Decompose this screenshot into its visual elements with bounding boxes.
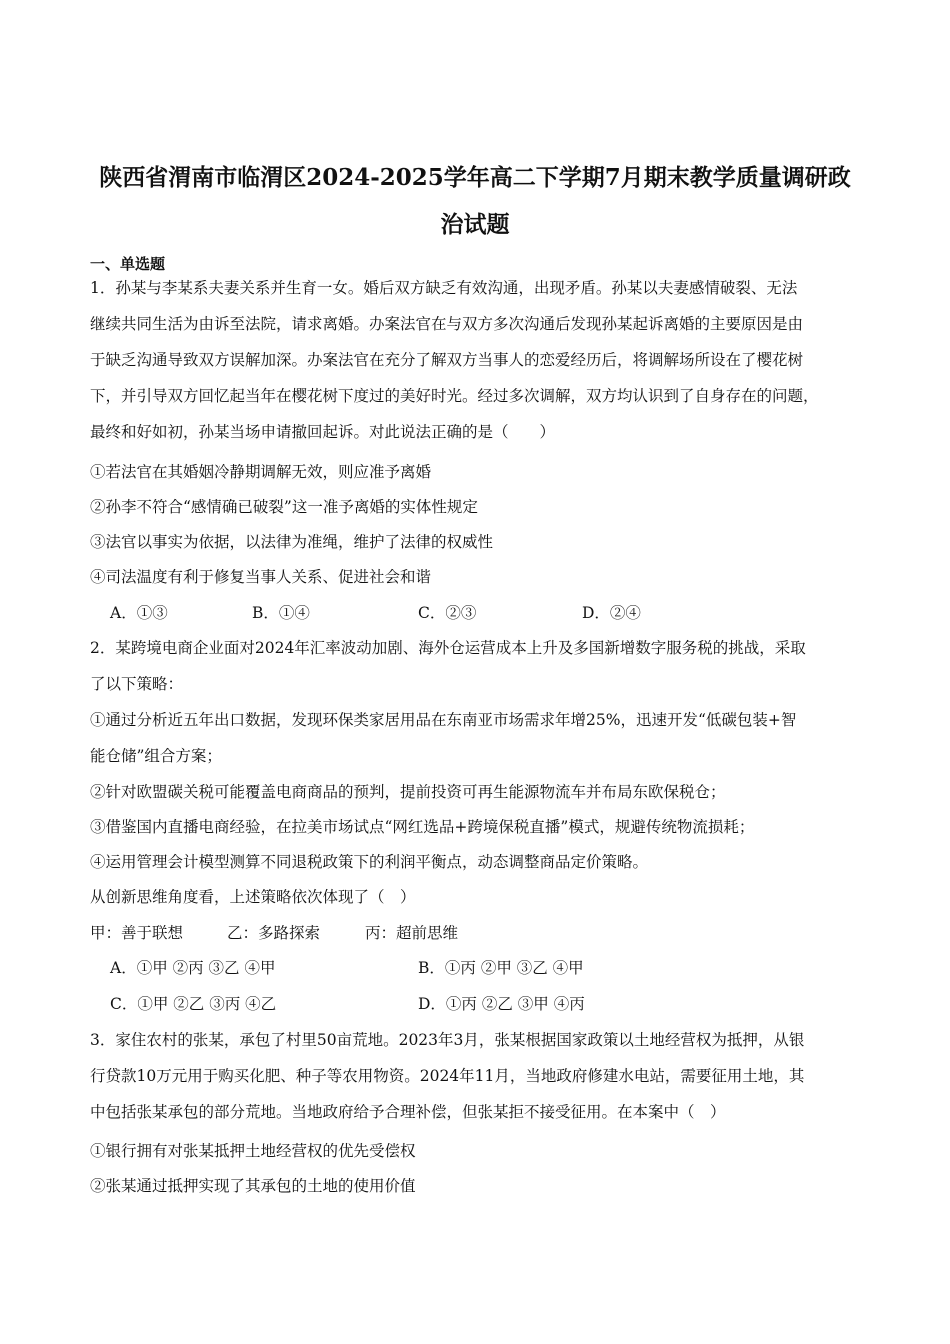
q2-label-jia: 甲：善于联想 [90, 924, 184, 942]
q2-statement: ④运用管理会计模型测算不同退税政策下的利润平衡点，动态调整商品定价策略。 [90, 853, 649, 871]
q2-option-a[interactable]: A．①甲 ②丙 ③乙 ④甲 [110, 959, 276, 977]
q2-label-yi: 乙：多路探索 [227, 924, 321, 942]
q1-option-c[interactable]: C．②③ [418, 604, 477, 622]
section-heading: 一、单选题 [90, 255, 166, 273]
q1-text-line: 继续共同生活为由诉至法院，请求离婚。办案法官在与双方多次沟通后发现孙某起诉离婚的主要原因是由 [90, 315, 804, 333]
q3-statement: ②张某通过抵押实现了其承包的土地的使用价值 [90, 1177, 416, 1195]
q2-label-bing: 丙：超前思维 [365, 924, 459, 942]
q2-text-line: 2．某跨境电商企业面对2024年汇率波动加剧、海外仓运营成本上升及多国新增数字服务税的挑战，采取 [90, 639, 806, 657]
q2-statement: ①通过分析近五年出口数据，发现环保类家居用品在东南亚市场需求年增25%，迅速开发“低碳包装+智 [90, 711, 797, 729]
q3-text-line: 行贷款10万元用于购买化肥、种子等农用物资。2024年11月，当地政府修建水电站，需要征用土地，其 [90, 1067, 805, 1085]
q3-text-line: 中包括张某承包的部分荒地。当地政府给予合理补偿，但张某拒不接受征用。在本案中（ ） [90, 1103, 726, 1121]
q1-option-d[interactable]: D．②④ [582, 604, 641, 622]
q1-text-line: 最终和好如初，孙某当场申请撤回起诉。对此说法正确的是（ ） [90, 423, 556, 441]
q1-text-line: 下，并引导双方回忆起当年在樱花树下度过的美好时光。经过多次调解，双方均认识到了自身存在的问题， [90, 387, 819, 405]
document-title-line-1: 陕西省渭南市临渭区2024-2025学年高二下学期7月期末教学质量调研政 [99, 164, 851, 191]
q1-statement: ①若法官在其婚姻冷静期调解无效，则应准予离婚 [90, 463, 432, 481]
q1-statement: ③法官以事实为依据，以法律为准绳，维护了法律的权威性 [90, 533, 494, 551]
q3-text-line: 3．家住农村的张某，承包了村里50亩荒地。2023年3月，张某根据国家政策以土地经营权为抵押，从银 [90, 1031, 805, 1049]
q1-text-line: 于缺乏沟通导致双方误解加深。办案法官在充分了解双方当事人的恋爱经历后，将调解场所设在了樱花树 [90, 351, 804, 369]
q2-stem: 从创新思维角度看，上述策略依次体现了（ ） [90, 888, 416, 906]
q2-option-b[interactable]: B．①丙 ②甲 ③乙 ④甲 [418, 959, 584, 977]
q1-statement: ④司法温度有利于修复当事人关系、促进社会和谐 [90, 568, 432, 586]
q2-option-d[interactable]: D．①丙 ②乙 ③甲 ④丙 [418, 995, 585, 1013]
document-title-line-2: 治试题 [440, 211, 510, 238]
q2-text-line: 了以下策略： [90, 675, 184, 693]
q1-text-line: 1．孙某与李某系夫妻关系并生育一女。婚后双方缺乏有效沟通，出现矛盾。孙某以夫妻感情破裂、无法 [90, 279, 798, 297]
q2-statement: 能仓储”组合方案； [90, 747, 222, 765]
q1-option-b[interactable]: B．①④ [252, 604, 310, 622]
q2-statement: ③借鉴国内直播电商经验，在拉美市场试点“网红选品+跨境保税直播”模式，规避传统物流损耗； [90, 818, 755, 836]
q2-statement: ②针对欧盟碳关税可能覆盖电商商品的预判，提前投资可再生能源物流车并布局东欧保税仓； [90, 783, 726, 801]
q3-statement: ①银行拥有对张某抵押土地经营权的优先受偿权 [90, 1142, 416, 1160]
q1-statement: ②孙李不符合“感情确已破裂”这一准予离婚的实体性规定 [90, 498, 478, 516]
q2-option-c[interactable]: C．①甲 ②乙 ③丙 ④乙 [110, 995, 277, 1013]
q1-option-a[interactable]: A．①③ [110, 604, 168, 622]
